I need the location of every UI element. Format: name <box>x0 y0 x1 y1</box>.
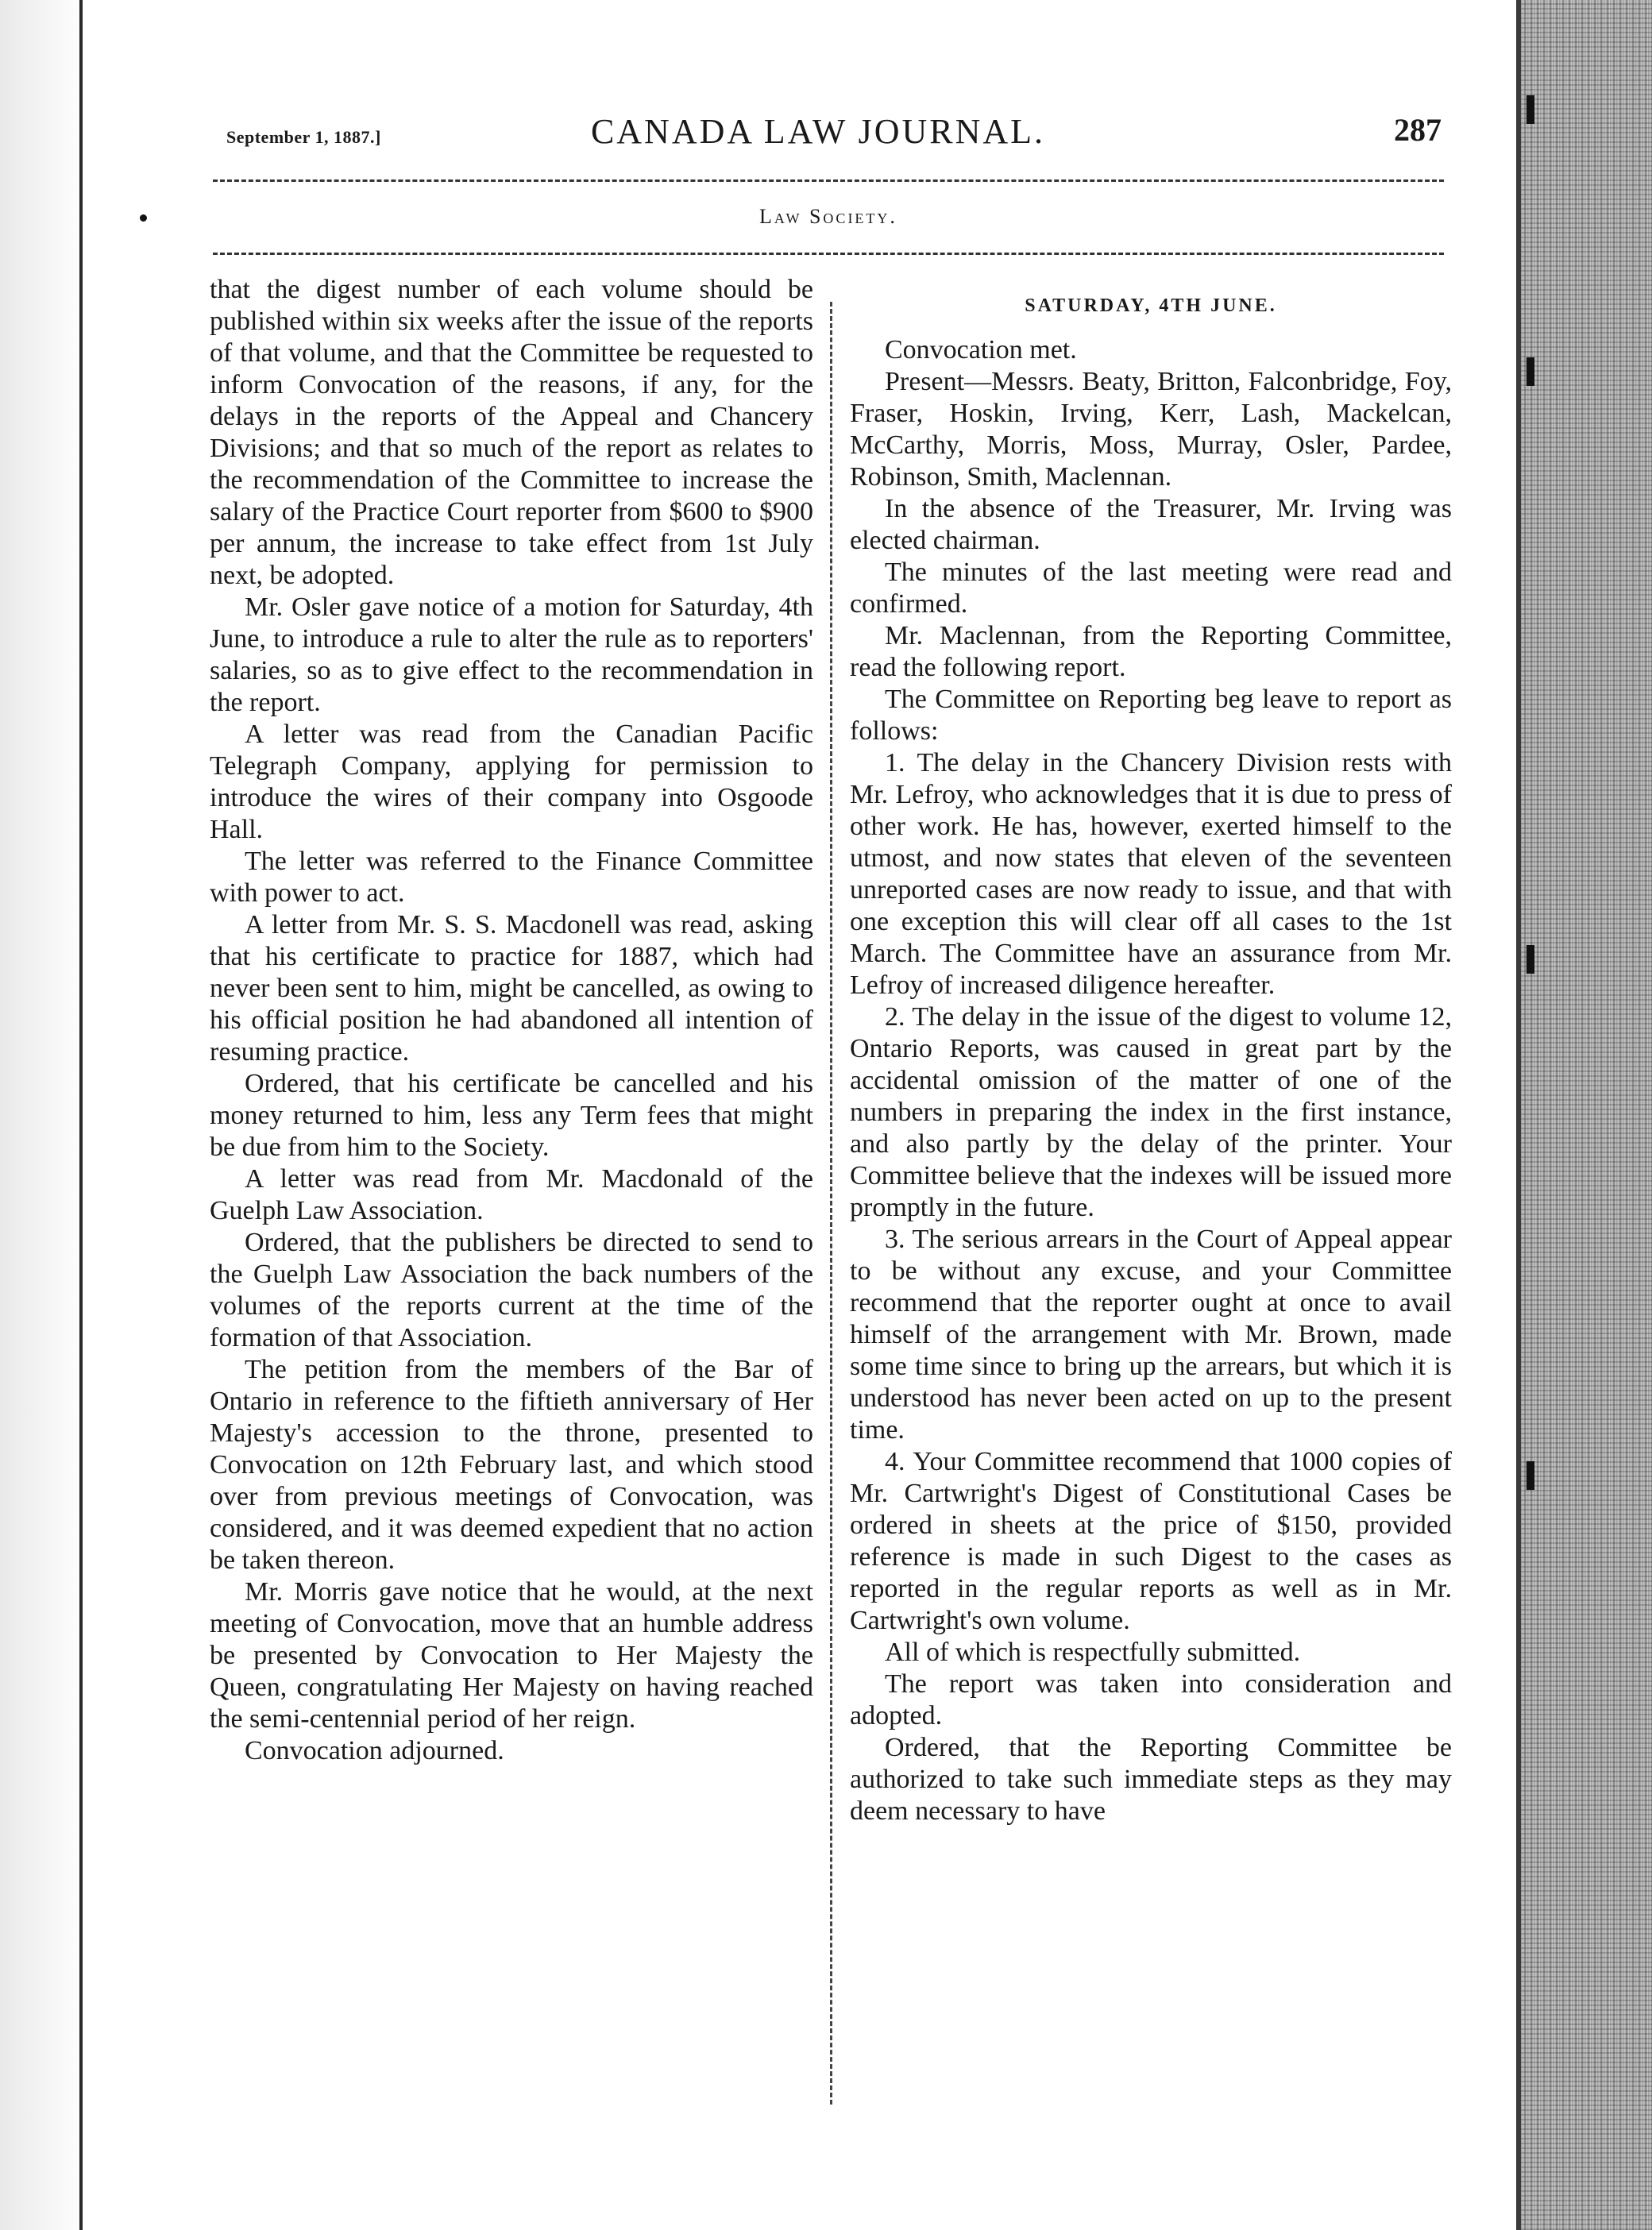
scan-margin-left <box>0 0 87 2230</box>
journal-title: CANADA LAW JOURNAL. <box>590 112 1046 151</box>
paragraph: Convocation met. <box>885 335 1077 365</box>
left-column <box>210 274 813 1767</box>
paragraph: The minutes of the last meeting were read and confirmed. <box>850 558 1452 619</box>
paragraph: Ordered, that the Reporting Committee be authorized to take such immediate steps as they may deem necessary to have <box>850 1733 1452 1826</box>
scan-tab-mark <box>1527 95 1534 124</box>
paragraph: All of which is respectfully submitted. <box>885 1638 1301 1667</box>
paragraph: Mr. Maclennan, from the Reporting Committee, read the following report. <box>850 621 1452 682</box>
paragraph: Present—Messrs. Beaty, Britton, Falconbridge, Foy, Fraser, Hoskin, Irving, Kerr, Lash, Mackelcan, McCarthy, Morris, Moss, Murray, Osler, Pardee, Robinson, Smith, Maclennan. <box>850 367 1452 492</box>
paragraph: 2. The delay in the issue of the digest to volume 12, Ontario Reports, was caused in great part by the accidental omission of the matter of one of the numbers in preparing the index in the first instance, and also partly by the delay of the printer. Your Committee believe that the indexes will be issued more promptly in the future. <box>850 1002 1452 1222</box>
paragraph: The letter was referred to the Finance Committee with power to act. <box>210 847 813 908</box>
right-column <box>850 274 1452 1827</box>
paragraph: Ordered, that his certificate be cancelled and his money returned to him, less any Term fees that might be due from him to the Society. <box>210 1069 813 1162</box>
paragraph: 3. The serious arrears in the Court of Appeal appear to be without any excuse, and your Committee recommend that the reporter ought at once to avail himself of the arrangement with Mr. Brown, made some time since to bring up the arrears, but which it is understood has never been acted on up to the present time. <box>850 1225 1452 1445</box>
paragraph: 4. Your Committee recommend that 1000 copies of Mr. Cartwright's Digest of Constitutional Cases be ordered in sheets at the price of $150, provided reference is made in such Digest to the cases as reported in the regular reports as well as in Mr. Cartwright's own volume. <box>850 1447 1452 1635</box>
page-number: 287 <box>1394 112 1442 148</box>
paragraph: A letter was read from the Canadian Pacific Telegraph Company, applying for permission to introduce the wires of their company into Osgoode Hall. <box>210 720 813 844</box>
paragraph: The Committee on Reporting beg leave to report as follows: <box>850 685 1452 746</box>
paragraph: 1. The delay in the Chancery Division rests with Mr. Lefroy, who acknowledges that it is due to press of other work. He has, however, exerted himself to the utmost, and now states that eleven of the seventeen unreported cases are now ready to issue, and that with one exception this will clear off all cases to the 1st March. The Committee have an assurance from Mr. Lefroy of increased diligence hereafter. <box>850 748 1452 1000</box>
scan-tab-mark <box>1527 357 1534 386</box>
scan-page-edge-left <box>79 0 83 2230</box>
scan-tab-mark <box>1527 945 1534 974</box>
paragraph: The report was taken into consideration and adopted. <box>850 1669 1452 1730</box>
paragraph: A letter from Mr. S. S. Macdonell was read, asking that his certificate to practice for 1887, which had never been sent to him, might be cancelled, as owing to his official position he had abandoned all intention of resuming practice. <box>210 910 813 1067</box>
paragraph: A letter was read from Mr. Macdonald of the Guelph Law Association. <box>210 1164 813 1225</box>
paragraph: Ordered, that the publishers be directed to send to the Guelph Law Association the back numbers of the volumes of the reports current at the time of the formation of that Association. <box>210 1228 813 1352</box>
header-rule <box>213 179 1444 182</box>
scan-page-edge-right <box>1516 0 1521 2230</box>
column-divider <box>830 302 832 2105</box>
margin-dot <box>140 214 147 222</box>
paragraph: The petition from the members of the Bar of Ontario in reference to the fiftieth anniversary of Her Majesty's accession to the throne, presented to Convocation on 12th February last, and which stood over from previous meetings of Convocation, was considered, and it was deemed expedient that no action be taken thereon. <box>210 1355 813 1575</box>
section-title: Law Society. <box>759 205 897 228</box>
paragraph: Mr. Osler gave notice of a motion for Saturday, 4th June, to introduce a rule to alter the rule as to reporters' salaries, so as to give effect to the recommendation in the report. <box>210 592 813 717</box>
header-date: September 1, 1887.] <box>226 127 381 147</box>
day-heading: SATURDAY, 4TH JUNE. <box>1025 295 1277 316</box>
paragraph: In the absence of the Treasurer, Mr. Irving was elected chairman. <box>850 494 1452 555</box>
paragraph: Mr. Morris gave notice that he would, at the next meeting of Convocation, move that an humble address be presented by Convocation to Her Majesty the Queen, congratulating Her Majesty on having reached the semi-centennial period of her reign. <box>210 1577 813 1734</box>
paragraph: that the digest number of each volume should be published within six weeks after the issue of the reports of that volume, and that the Committee be requested to inform Convocation of the reasons, if any, for the delays in the reports of the Appeal and Chancery Divisions; and that so much of the report as relates to the recommendation of the Committee to increase the salary of the Practice Court reporter from $600 to $900 per annum, the increase to take effect from 1st July next, be adopted. <box>210 275 813 590</box>
scan-tab-mark <box>1527 1461 1534 1490</box>
scan-margin-right <box>1521 0 1652 2230</box>
paragraph: Convocation adjourned. <box>245 1736 504 1765</box>
section-rule <box>213 253 1444 255</box>
